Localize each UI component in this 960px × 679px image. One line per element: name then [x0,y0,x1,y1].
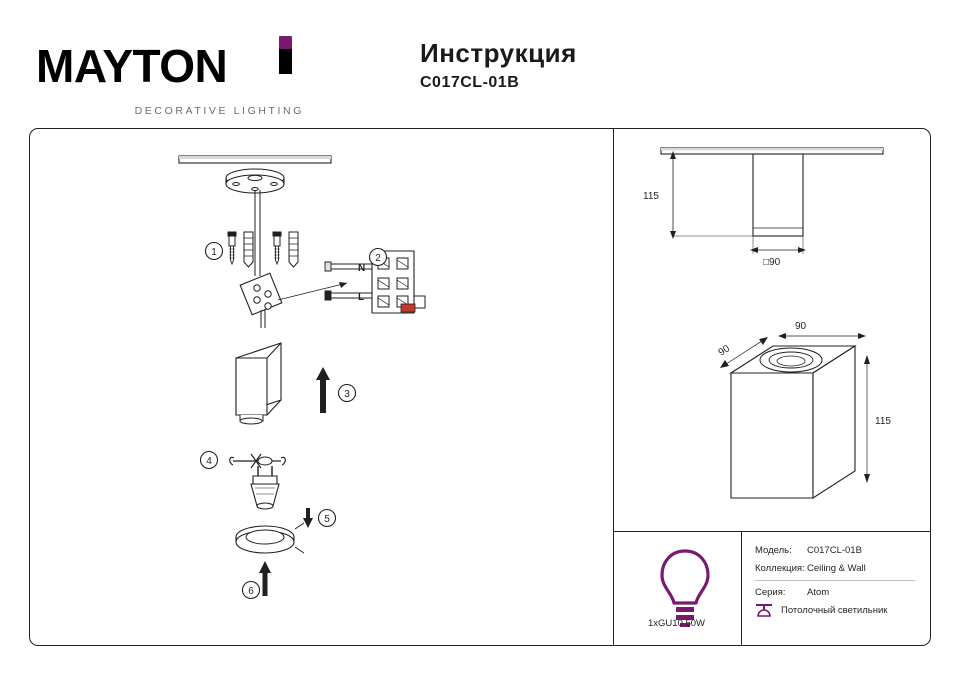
info-row-type [755,603,930,619]
lamp-spec: 1xGU10 50W [648,618,706,629]
height-dimension [643,151,753,239]
iso-height-value: 115 [875,416,891,427]
arrow-up-step3 [316,367,330,413]
iso-height-dimension [864,355,891,483]
ceiling-line [661,148,883,154]
collection-label: Коллекция: [755,563,805,574]
step-3-label: 3 [344,389,350,400]
connector-block [240,273,282,328]
terminal-l-label: L [358,292,365,303]
step-2-label: 2 [375,253,381,264]
model-value: C017CL-01B [807,545,862,556]
callout-line [278,283,347,300]
step-1-label: 1 [211,247,217,258]
iso-depth-value: 90 [716,343,732,359]
mounting-plate [226,169,284,193]
brand-tagline: DECORATIVE LIGHTING [134,105,304,117]
series-label: Серия: [755,587,786,598]
retaining-clip [230,454,286,468]
info-separator [755,580,915,581]
width-dimension [750,236,806,268]
horizontal-divider [613,531,931,532]
dimension-drawings [613,128,931,531]
fixture-body [236,343,281,424]
bezel-ring [236,523,304,553]
gu10-lamp [251,466,279,509]
terminal-n-label: N [358,263,366,274]
assembly-diagram [29,128,613,646]
isometric-view [731,346,855,498]
step-6-label: 6 [248,586,254,597]
logo-accent-dot [279,36,292,49]
logo-text-main: MAYTON [36,40,228,92]
arrow-down-step5 [303,508,313,528]
info-cell-divider [741,531,742,646]
side-view-fixture [753,154,803,236]
collection-value: Ceiling & Wall [807,563,866,574]
model-label: Модель: [755,545,792,556]
info-row-collection [755,561,930,577]
side-width-value: □90 [763,257,781,268]
info-row-model [755,543,930,559]
side-height-value: 115 [643,191,659,202]
page-title: Инструкция [420,38,577,68]
info-row-series [755,585,930,601]
step-5-label: 5 [324,514,330,525]
screws-and-dowels [228,232,298,267]
step-4-label: 4 [206,456,212,467]
series-value: Atom [807,587,830,598]
maytoni-wordmark [36,38,316,96]
ceiling-mount-icon [755,603,773,619]
iso-width-value: 90 [795,321,807,332]
ceiling-surface [179,156,331,163]
arrow-up-step6 [259,561,271,596]
iso-width-dimension [778,321,866,339]
model-code: C017CL-01B [420,74,520,91]
product-info-block [755,543,930,619]
callout-arrow [339,282,347,288]
brand-logo [36,38,316,117]
product-type-value: Потолочный светильник [781,605,888,616]
